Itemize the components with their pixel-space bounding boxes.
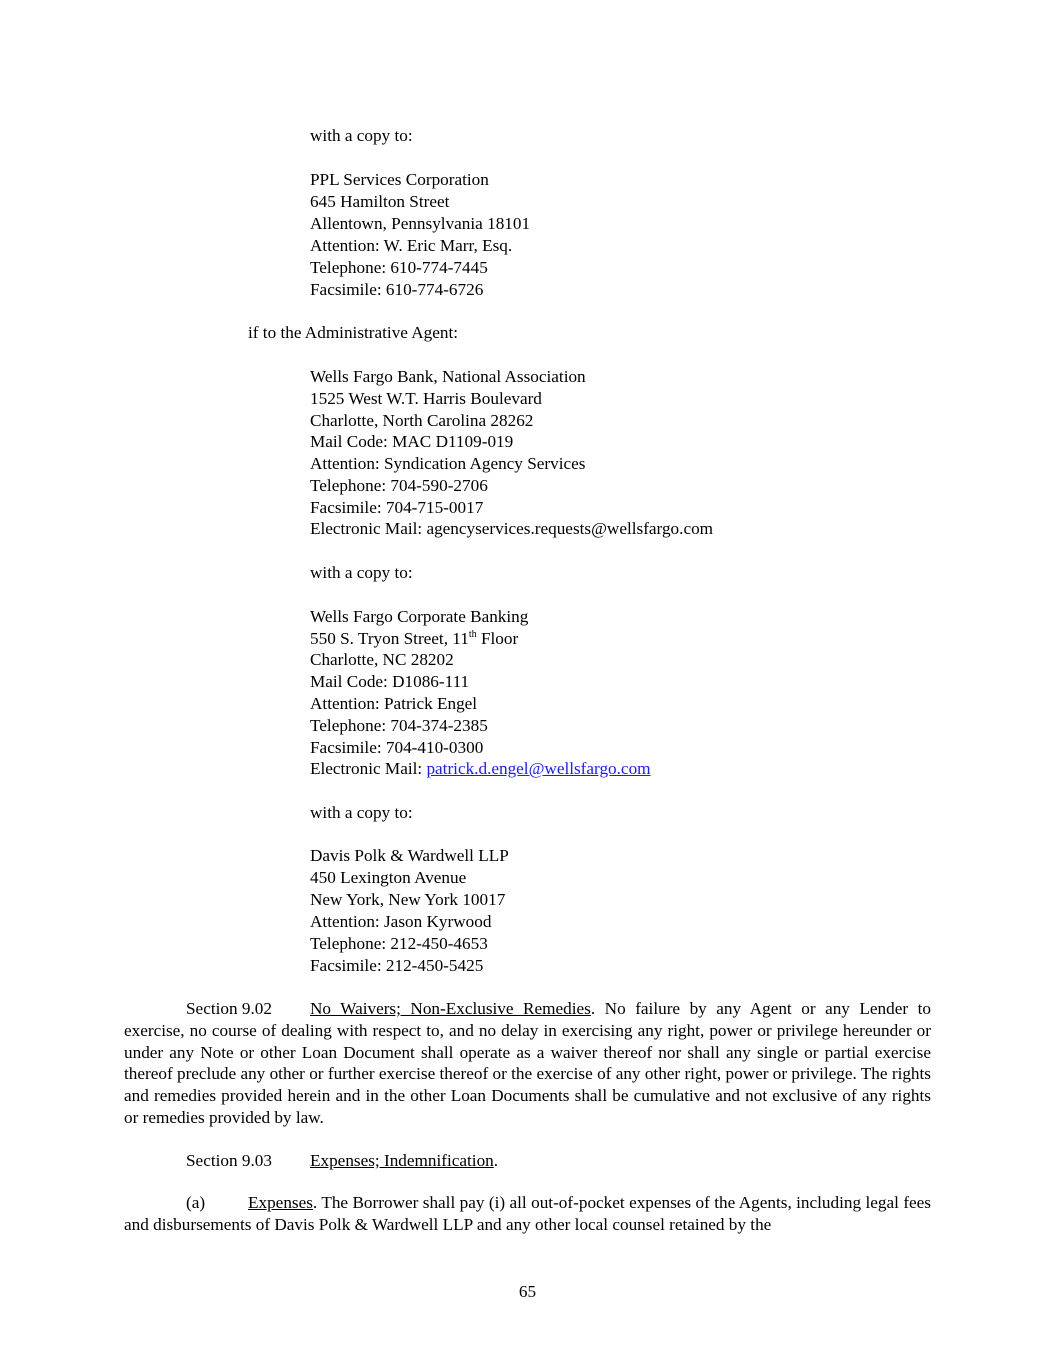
section-title: Expenses; Indemnification	[310, 1151, 494, 1170]
address-line: Telephone: 704-590-2706	[310, 476, 488, 495]
address-line: 645 Hamilton Street	[310, 192, 450, 211]
page-number: 65	[518, 1282, 537, 1301]
address-line: Mail Code: MAC D1109-019	[310, 432, 514, 451]
email-line: Electronic Mail: patrick.d.engel@wellsfargo.com	[310, 759, 651, 778]
address-line: New York, New York 10017	[310, 890, 506, 909]
email-link[interactable]: patrick.d.engel@wellsfargo.com	[426, 759, 651, 778]
clause-title: Expenses	[248, 1193, 313, 1212]
address-street: 550 S. Tryon Street, 11th Floor	[310, 629, 519, 648]
address-line: PPL Services Corporation	[310, 170, 489, 189]
address-line: Electronic Mail: agencyservices.requests@wellsfargo.com	[310, 519, 714, 538]
address-line: Attention: Jason Kyrwood	[310, 912, 492, 931]
address-line: Telephone: 212-450-4653	[310, 934, 488, 953]
copy-to-label: with a copy to:	[310, 803, 413, 822]
address-line: Charlotte, North Carolina 28262	[310, 411, 534, 430]
clause-label: (a)	[186, 1193, 206, 1212]
address-line: Mail Code: D1086-111	[310, 672, 470, 691]
address-line: Allentown, Pennsylvania 18101	[310, 214, 531, 233]
address-line: Davis Polk & Wardwell LLP	[310, 846, 509, 865]
copy-to-label: with a copy to:	[310, 126, 413, 145]
address-line: Attention: Patrick Engel	[310, 694, 478, 713]
address-line: Attention: W. Eric Marr, Esq.	[310, 236, 513, 255]
section-number: Section 9.02	[186, 999, 272, 1018]
address-line: 1525 West W.T. Harris Boulevard	[310, 389, 542, 408]
address-line: Wells Fargo Bank, National Association	[310, 367, 586, 386]
address-line: Facsimile: 704-715-0017	[310, 498, 484, 517]
address-line: Facsimile: 610-774-6726	[310, 280, 484, 299]
clause-body: . The Borrower shall pay (i) all out-of-pocket expenses of the Agents, including legal fees and disbursements of Davis Polk & Wardwell LLP and any other local counsel retained by the	[124, 1193, 931, 1234]
clause-a-paragraph	[124, 1192, 931, 1236]
section-number: Section 9.03	[186, 1151, 272, 1170]
section-903-heading: Section 9.03 Expenses; Indemnification.	[186, 1151, 499, 1170]
address-line: Charlotte, NC 28202	[310, 650, 454, 669]
address-line: Telephone: 704-374-2385	[310, 716, 488, 735]
address-line: Attention: Syndication Agency Services	[310, 454, 586, 473]
address-line: Facsimile: 704-410-0300	[310, 738, 484, 757]
address-line: Facsimile: 212-450-5425	[310, 956, 484, 975]
address-line: Wells Fargo Corporate Banking	[310, 607, 529, 626]
section-902-paragraph	[124, 998, 931, 1129]
address-line: 450 Lexington Avenue	[310, 868, 467, 887]
section-body: . No failure by any Agent or any Lender to exercise, no course of dealing with respect to, and no delay in exercising any right, power or privilege hereunder or under any Note or other Loan Document shall operate as a waiver thereof nor shall any single or partial exercise thereof preclude any other or further exercise thereof or the exercise of any other right, power or privilege. The rights and remedies provided herein and in the other Loan Documents shall be cumulative and not exclusive of any rights or remedies provided by law.	[124, 999, 931, 1127]
admin-agent-label: if to the Administrative Agent:	[248, 323, 459, 342]
address-line: Telephone: 610-774-7445	[310, 258, 488, 277]
copy-to-label: with a copy to:	[310, 563, 413, 582]
section-title: No Waivers; Non-Exclusive Remedies	[310, 999, 591, 1018]
